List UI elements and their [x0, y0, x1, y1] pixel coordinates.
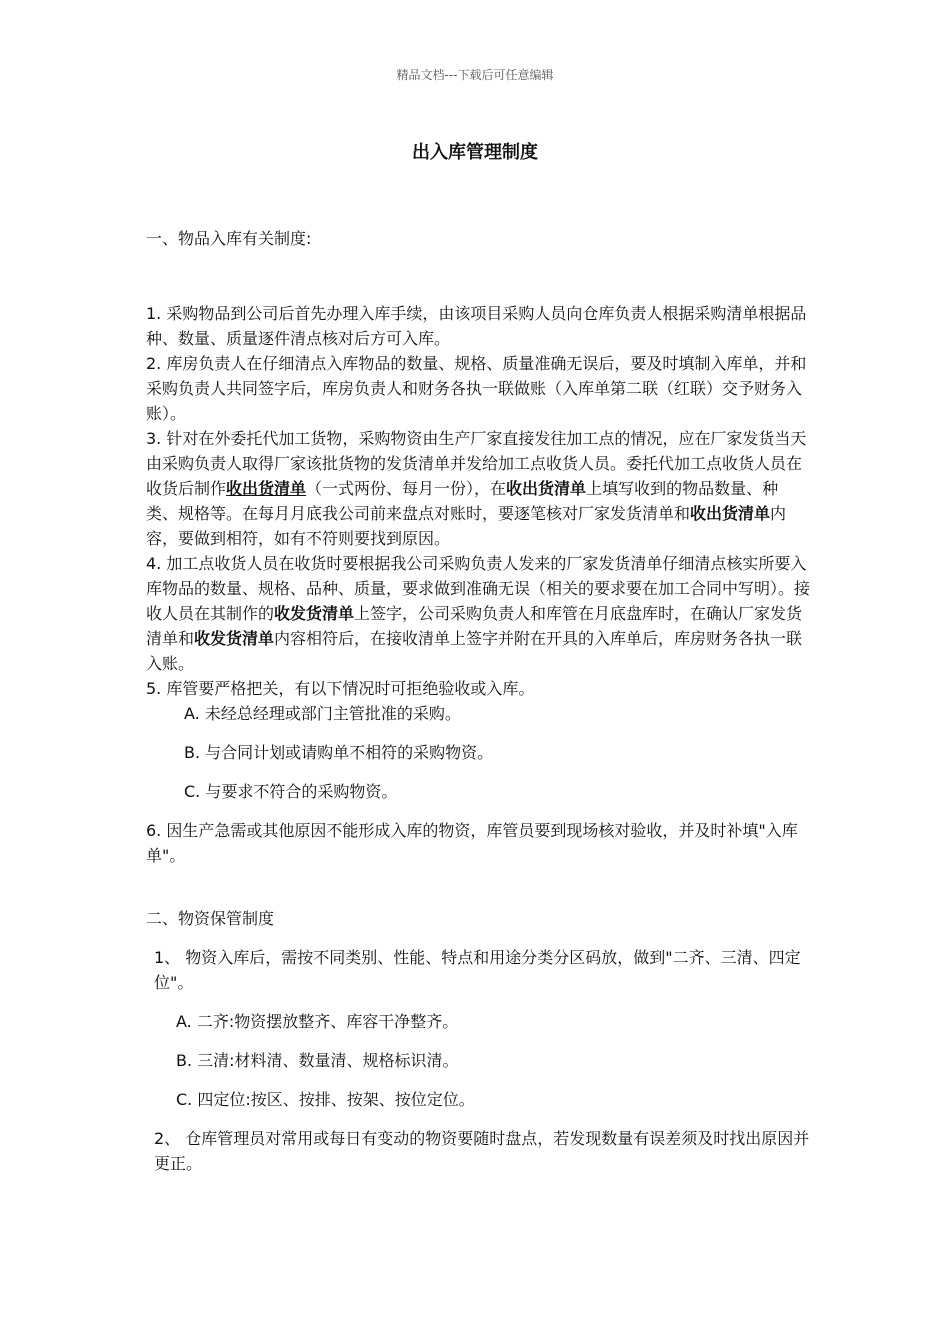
- item-5-option-a: A. 未经总经理或部门主管批准的采购。: [184, 704, 461, 723]
- document-title: 出入库管理制度: [412, 142, 538, 163]
- item-5-option-b: B. 与合同计划或请购单不相符的采购物资。: [184, 743, 494, 762]
- section-2-option-a: A. 二齐:物资摆放整齐、库容干净整齐。: [176, 1012, 459, 1031]
- section-2-item-1: 1、 物资入库后，需按不同类别、性能、特点和用途分类分区码放，做到"二齐、三清、四定位"。: [154, 948, 801, 992]
- spacer: [146, 868, 810, 893]
- item-3-text-1: 3. 针对在外委托代加工货物，采购物资由生产厂家直接发往加工点的情况，应在厂家发货当天由采购负责人取得厂家该批货物的发货清单并发给加工点收货人员。委托代加工点收货人员在收货后制作: [146, 429, 807, 498]
- section-1-item-5: 5. 库管要严格把关，有以下情况时可拒绝验收或入库。: [146, 679, 535, 698]
- item-4-text-2: 上签字，公司采购负责人和库管在月底盘库时，在确认厂家发货清单和: [146, 604, 803, 648]
- section-1-item-4: [146, 551, 810, 676]
- item-3-text-4: 内容，要做到相符，如有不符则要找到原因。: [146, 504, 787, 548]
- section-2-item-2: 2、 仓库管理员对常用或每日有变动的物资要随时盘点，若发现数量有误差须及时找出原因并更正。: [154, 1129, 810, 1173]
- item-4-text-1: 4. 加工点收货人员在收货时要根据我公司采购负责人发来的厂家发货清单仔细清点核实所要入库物品的数量、规格、品种、质量，要求做到准确无误（相关的要求要在加工合同中写明）。接收人员在其制作的: [146, 554, 811, 623]
- item-4-bold-1: 收发货清单: [274, 604, 355, 623]
- section-2-heading: 二、物资保管制度: [146, 909, 275, 928]
- item-4-bold-2: 收发货清单: [194, 629, 275, 648]
- section-2-option-c: C. 四定位:按区、按排、按架、按位定位。: [176, 1090, 475, 1109]
- item-3-bold-2: 收出货清单: [506, 479, 587, 498]
- item-3-text-3: 上填写收到的物品数量、种类、规格等。在每月月底我公司前来盘点对账时，要逐笔核对厂家发货清单和: [146, 479, 779, 523]
- section-1-heading: 一、物品入库有关制度:: [146, 229, 312, 248]
- item-3-text-2: （一式两份、每月一份），在: [306, 479, 507, 498]
- item-3-bold-3: 收出货清单: [690, 504, 771, 523]
- section-1-item-2: 2. 库房负责人在仔细清点入库物品的数量、规格、质量准确无误后，要及时填制入库单，并和采购负责人共同签字后，库房负责人和财务各执一联做账（入库单第二联（红联）交予财务入账）。: [146, 354, 807, 423]
- item-4-text-3: 内容相符后，在接收清单上签字并附在开具的入库单后，库房财务各执一联入账。: [146, 629, 803, 673]
- item-5-option-c: C. 与要求不符合的采购物资。: [184, 782, 398, 801]
- section-1-item-1: 1. 采购物品到公司后首先办理入库手续，由该项目采购人员向仓库负责人根据采购清单根据品种、数量、质量逐件清点核对后方可入库。: [146, 304, 807, 348]
- document-body: [146, 226, 810, 1176]
- section-1-item-6: 6. 因生产急需或其他原因不能形成入库的物资，库管员要到现场核对验收，并及时补填"入库单"。: [146, 821, 798, 865]
- spacer: [146, 276, 810, 301]
- section-1-item-3: [146, 426, 810, 551]
- item-3-bold-1: 收出货清单: [226, 479, 307, 498]
- header-watermark: 精品文档---下载后可任意编辑: [396, 68, 554, 82]
- section-2-option-b: B. 三清:材料清、数量清、规格标识清。: [176, 1051, 459, 1070]
